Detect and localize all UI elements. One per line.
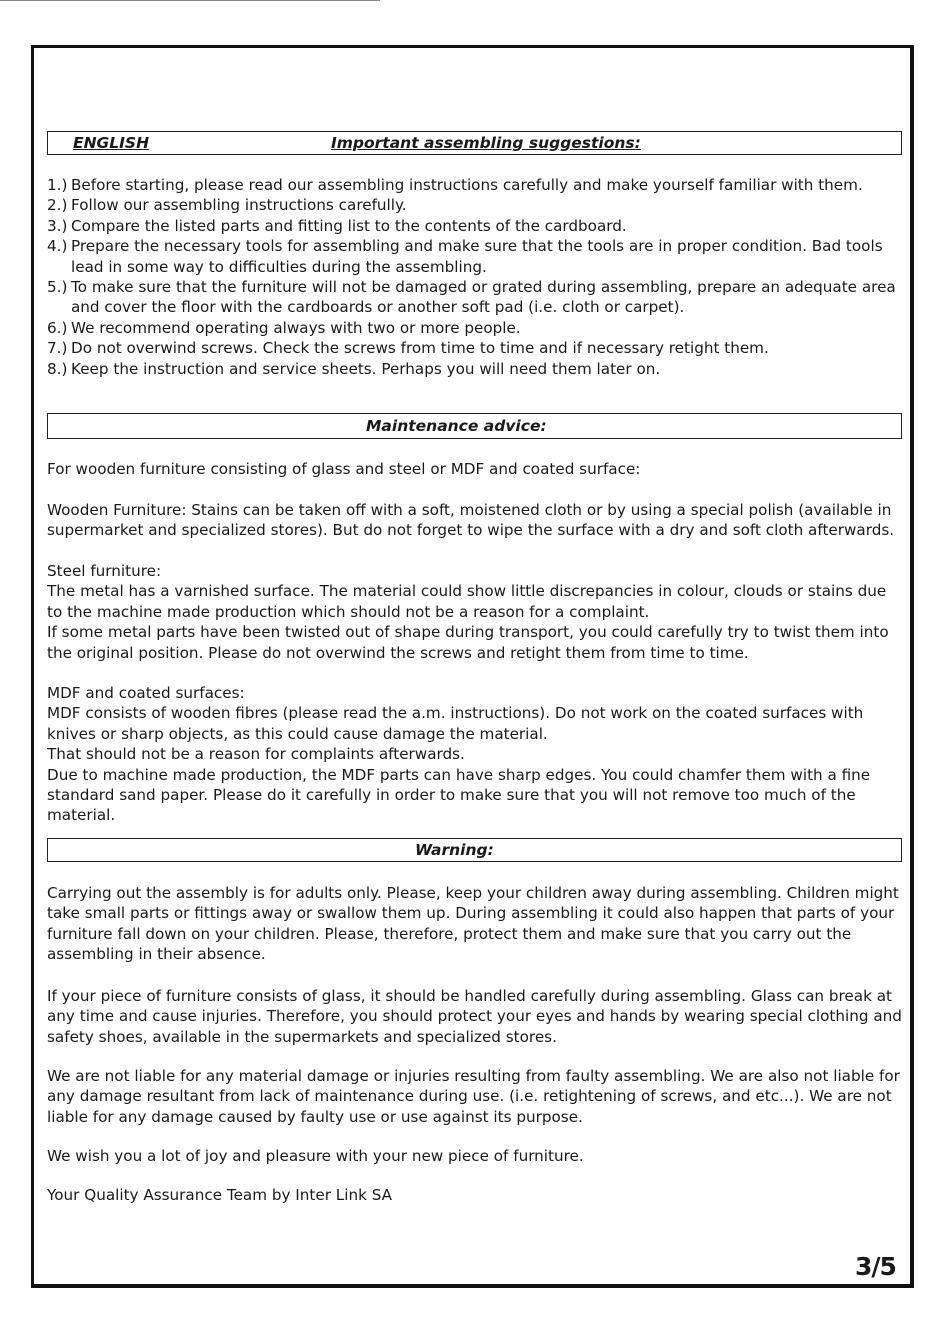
page-number: 3/5 — [855, 1252, 896, 1281]
maintenance-header-box — [47, 413, 902, 439]
warning-paragraph: If your piece of furniture consists of glass, it should be handled carefully during assembling. Glass can break at any time and cause injuries. Therefore, you should protect your eyes and hands by wearing special clothing and safety shoes, available in the supermarkets and specialized stores. — [47, 987, 902, 1046]
warning-block-2 — [47, 986, 905, 1047]
warning-header-box — [47, 838, 902, 862]
list-item: 6.) We recommend operating always with two or more people. — [47, 318, 521, 337]
steel-paragraph: If some metal parts have been twisted out of shape during transport, you could carefully try to twist them into the original position. Please do not overwind the screws and retight them from time to time. — [47, 623, 889, 662]
liability-paragraph: We are not liable for any material damage or injuries resulting from faulty assembling. We are also not liable for any damage resultant from lack of maintenance during use. (i.e. retightening of screws, and etc...). We are not liable for any damage caused by faulty use or use against its purpose. — [47, 1067, 900, 1126]
list-item: 1.) Before starting, please read our assembling instructions carefully and make yourself familiar with them. — [47, 176, 863, 194]
wish-paragraph: We wish you a lot of joy and pleasure with your new piece of furniture. — [47, 1147, 584, 1165]
maintenance-intro-block — [47, 459, 905, 479]
wish-block — [47, 1146, 905, 1166]
maintenance-intro: For wooden furniture consisting of glass and steel or MDF and coated surface: — [47, 460, 641, 478]
signature: Your Quality Assurance Team by Inter Link SA — [47, 1186, 393, 1204]
mdf-paragraph: MDF consists of wooden fibres (please read the a.m. instructions). Do not work on the coated surfaces with knives or sharp objects, as this could cause damage the material. — [47, 704, 864, 743]
signature-block — [47, 1185, 905, 1205]
list-item: 4.) Prepare the necessary tools for assembling and make sure that the tools are in proper condition. Bad tools lead in some way to difficulties during the assembling. — [47, 237, 883, 276]
mdf-heading: MDF and coated surfaces: — [47, 684, 245, 702]
list-item: 7.) Do not overwind screws. Check the screws from time to time and if necessary retight them. — [47, 339, 769, 358]
list-item: 3.) Compare the listed parts and fitting list to the contents of the cardboard. — [47, 216, 627, 235]
mdf-block — [47, 683, 905, 826]
wooden-furniture-text: Wooden Furniture: Stains can be taken off with a soft, moistened cloth or by using a special polish (available in supermarket and specialized stores). But do not forget to wipe the surface with a dry and soft cloth afterwards. — [47, 501, 895, 540]
warning-paragraph: Carrying out the assembly is for adults only. Please, keep your children away during assembling. Children might take small parts or fittings away or swallow them up. During assembling it could also happen that parts of your furniture fall down on your children. Please, therefore, protect them and make sure that you carry out the assembling in their absence. — [47, 884, 899, 964]
suggestions-header-box — [47, 131, 902, 155]
steel-heading: Steel furniture: — [47, 562, 162, 580]
warning-block-3 — [47, 1066, 905, 1127]
language-label: ENGLISH — [73, 134, 150, 152]
steel-paragraph: The metal has a varnished surface. The material could show little discrepancies in colour, clouds or stains due to the machine made production which should not be a reason for a complaint. — [47, 582, 887, 621]
suggestions-list-block — [47, 175, 905, 379]
steel-furniture-block — [47, 561, 905, 663]
mdf-paragraph: That should not be a reason for complaints afterwards. — [47, 745, 465, 764]
list-item: 5.) To make sure that the furniture will not be damaged or grated during assembling, prepare an adequate area and cover the floor with the cardboards or another soft pad (i.e. cloth or carpet). — [47, 278, 896, 317]
warning-title: Warning: — [415, 841, 494, 859]
warning-block-1 — [47, 883, 905, 965]
list-item: 8.) Keep the instruction and service sheets. Perhaps you will need them later on. — [47, 359, 661, 378]
maintenance-title: Maintenance advice: — [366, 417, 547, 435]
suggestions-title: Important assembling suggestions: — [331, 134, 641, 152]
wooden-furniture-block — [47, 500, 905, 541]
suggestions-list — [47, 175, 905, 379]
top-edge-line — [0, 0, 380, 1]
list-item: 2.) Follow our assembling instructions carefully. — [47, 196, 407, 215]
mdf-paragraph: Due to machine made production, the MDF parts can have sharp edges. You could chamfer them with a fine standard sand paper. Please do it carefully in order to make sure that you will not remove too much of the material. — [47, 765, 871, 825]
